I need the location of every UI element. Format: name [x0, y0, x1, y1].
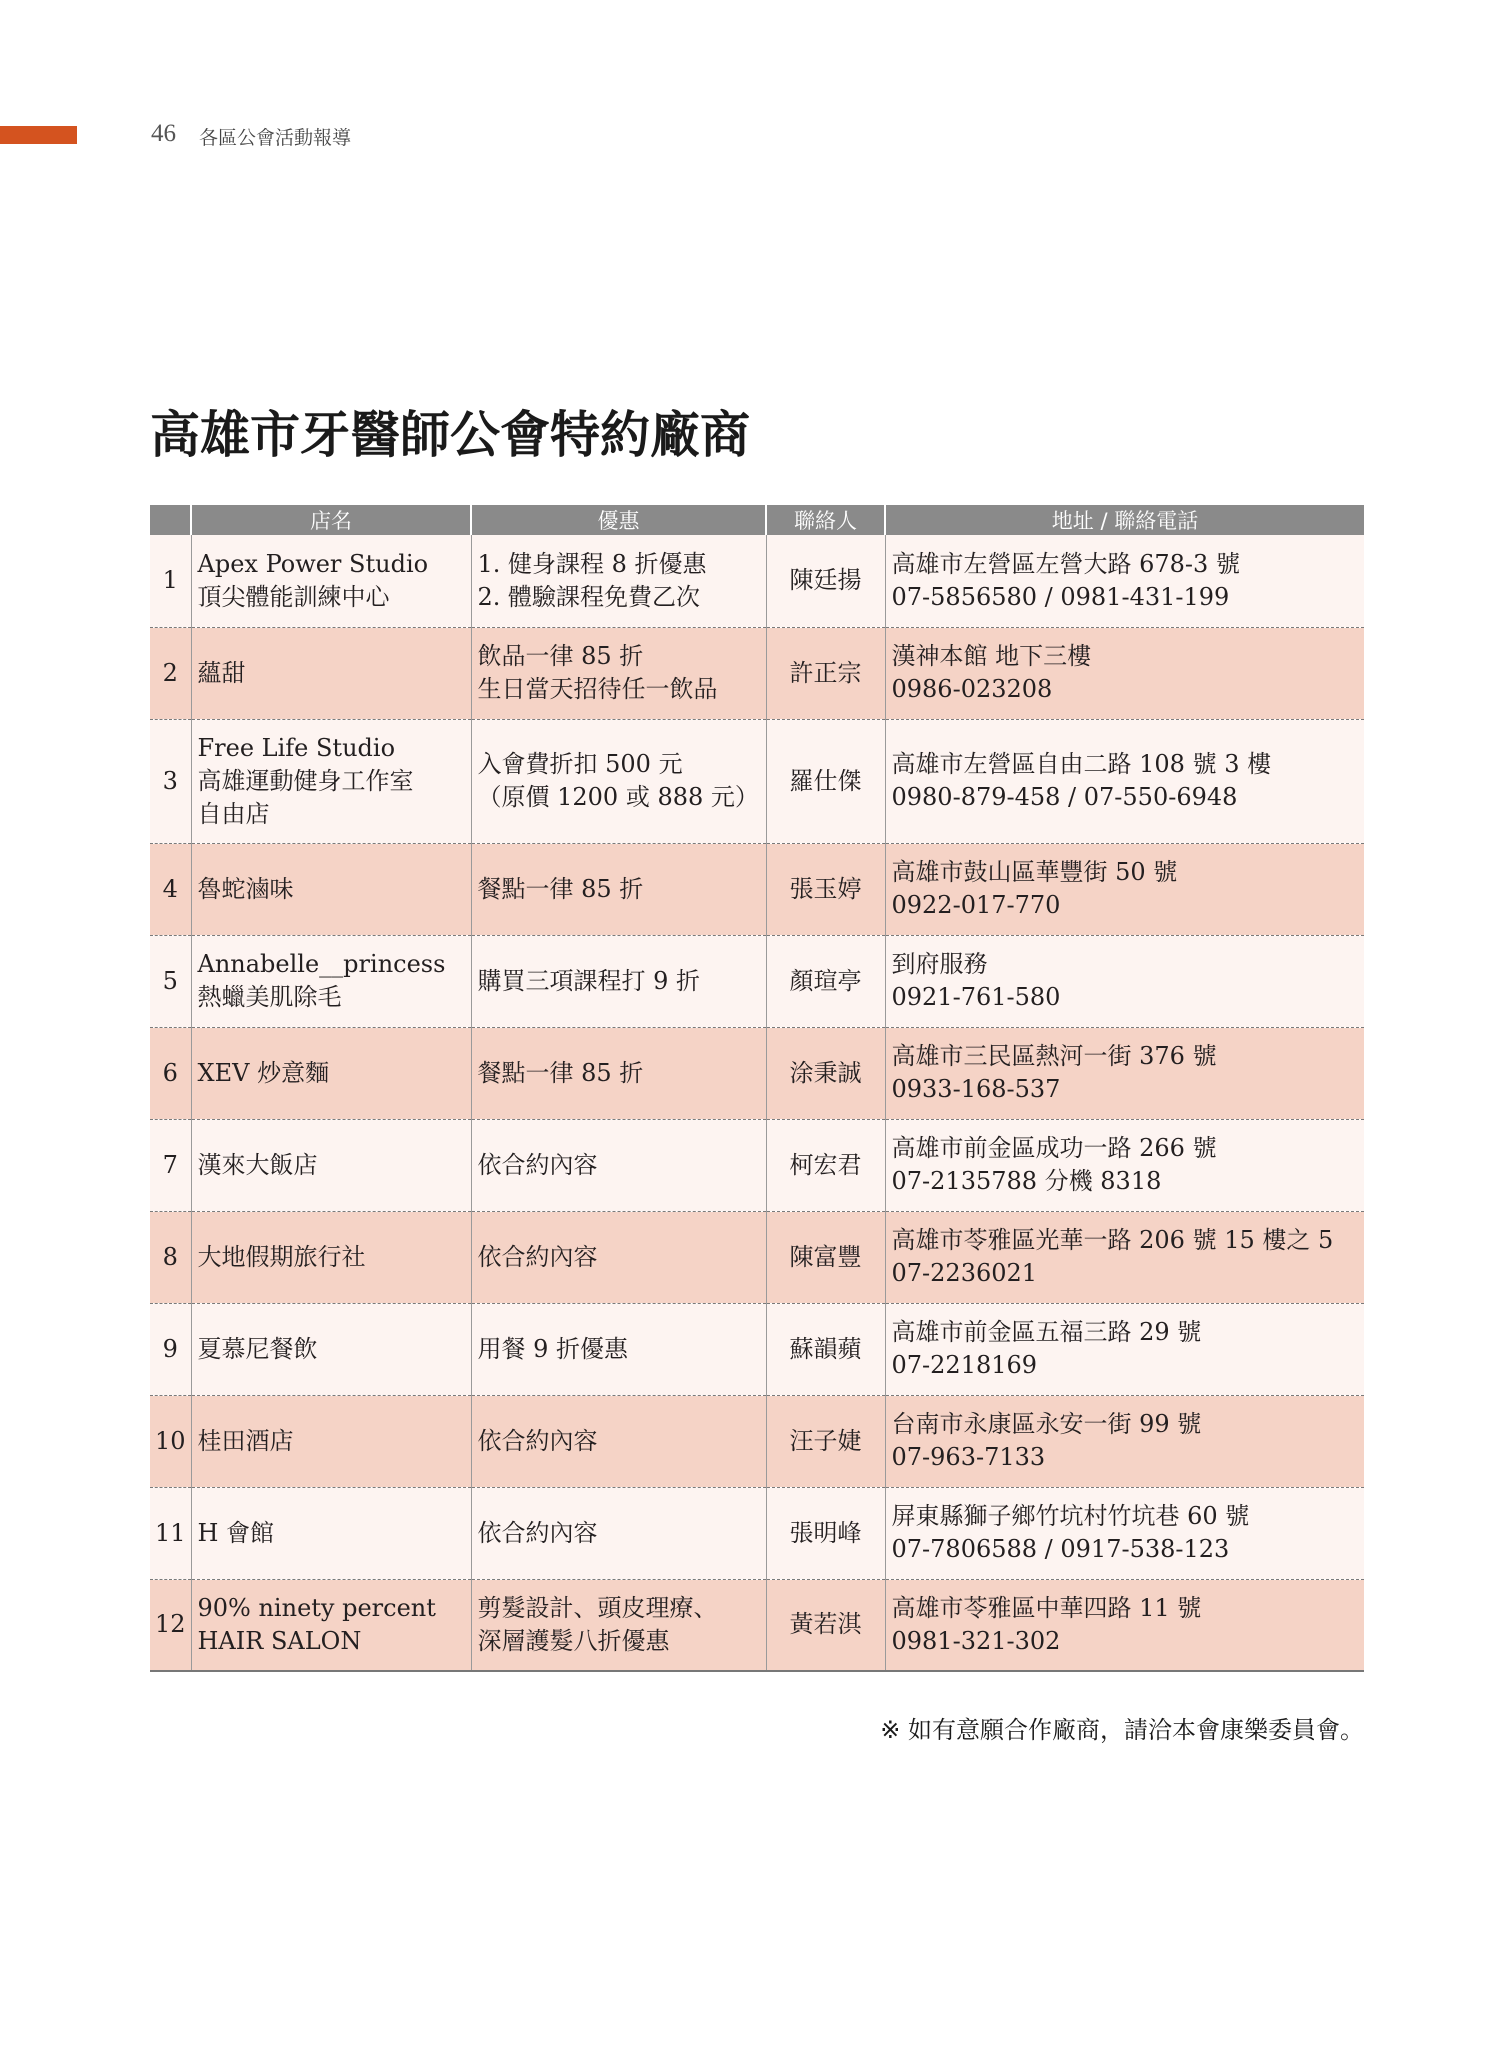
address-line: 到府服務 — [891, 950, 988, 978]
address-cell — [885, 1027, 1364, 1119]
vendor-name-cell — [191, 1395, 471, 1487]
offer-line: 剪髮設計、頭皮理療、 — [477, 1593, 718, 1622]
address-line: 高雄市鼓山區華豐街 50 號 — [891, 858, 1178, 886]
offer-line: 1. 健身課程 8 折優惠 — [477, 549, 707, 578]
column-header-number — [150, 505, 191, 535]
vendor-name-line: 高雄運動健身工作室 — [197, 766, 414, 795]
offer-line: （原價 1200 或 888 元） — [477, 783, 759, 811]
table-row — [150, 1303, 1364, 1395]
address-line: 高雄市苓雅區中華四路 11 號 — [891, 1593, 1202, 1622]
address-line: 高雄市前金區五福三路 29 號 — [891, 1318, 1202, 1346]
offer-line: 購買三項課程打 9 折 — [477, 966, 701, 995]
vendor-name-line: Annabelle__princess — [197, 950, 446, 978]
contact-person: 黃若淇 — [766, 1579, 885, 1671]
vendor-name-cell — [191, 843, 471, 935]
row-number: 7 — [150, 1119, 191, 1211]
address-cell — [885, 1579, 1364, 1671]
vendor-name-line: 夏慕尼餐飲 — [197, 1334, 318, 1363]
page-number: 46 — [151, 120, 176, 147]
offer-cell — [471, 1579, 766, 1671]
address-line: 07-2135788 分機 8318 — [891, 1167, 1162, 1195]
contact-person: 許正宗 — [766, 627, 885, 719]
vendor-name-cell — [191, 719, 471, 843]
offer-cell — [471, 1211, 766, 1303]
offer-line: 餐點一律 85 折 — [477, 874, 644, 903]
row-number: 2 — [150, 627, 191, 719]
row-number: 10 — [150, 1395, 191, 1487]
address-line: 07-5856580 / 0981-431-199 — [891, 582, 1230, 611]
vendor-name-cell — [191, 1119, 471, 1211]
offer-cell — [471, 843, 766, 935]
address-cell — [885, 1211, 1364, 1303]
address-cell — [885, 535, 1364, 627]
contact-person: 顏瑄亭 — [766, 935, 885, 1027]
row-number: 5 — [150, 935, 191, 1027]
offer-line: 依合約內容 — [477, 1426, 598, 1455]
offer-line: 依合約內容 — [477, 1242, 598, 1271]
row-number: 4 — [150, 843, 191, 935]
offer-cell — [471, 535, 766, 627]
vendor-name-line: 大地假期旅行社 — [197, 1242, 366, 1271]
row-number: 11 — [150, 1487, 191, 1579]
table-row — [150, 1395, 1364, 1487]
table-row — [150, 1211, 1364, 1303]
vendor-name-line: 魯蛇滷味 — [197, 874, 294, 903]
table-row — [150, 1119, 1364, 1211]
contact-person: 陳廷揚 — [766, 535, 885, 627]
address-cell — [885, 1395, 1364, 1487]
vendor-name-cell — [191, 1211, 471, 1303]
running-title: 各區公會活動報導 — [199, 127, 352, 149]
vendor-table — [150, 505, 1364, 1672]
address-line: 0922-017-770 — [891, 891, 1061, 919]
offer-cell — [471, 1027, 766, 1119]
vendor-name-line: 自由店 — [197, 799, 270, 828]
address-cell — [885, 1487, 1364, 1579]
table-row — [150, 1027, 1364, 1119]
vendor-name-cell — [191, 1579, 471, 1671]
vendor-name-line: 漢來大飯店 — [197, 1150, 318, 1179]
vendor-name-line: H 會館 — [197, 1518, 275, 1547]
address-cell — [885, 935, 1364, 1027]
vendor-name-line: 90% ninety percent — [197, 1593, 436, 1622]
offer-line: 深層護髮八折優惠 — [477, 1626, 670, 1655]
contact-person: 羅仕傑 — [766, 719, 885, 843]
table-row — [150, 719, 1364, 843]
address-line: 0981-321-302 — [891, 1626, 1061, 1655]
vendor-name-cell — [191, 535, 471, 627]
address-cell — [885, 627, 1364, 719]
address-line: 0980-879-458 / 07-550-6948 — [891, 783, 1238, 811]
address-line: 高雄市三民區熱河一街 376 號 — [891, 1042, 1217, 1070]
contact-person: 張玉婷 — [766, 843, 885, 935]
column-header-contact: 聯絡人 — [766, 505, 885, 535]
address-line: 漢神本館 地下三樓 — [891, 642, 1092, 670]
offer-cell — [471, 1303, 766, 1395]
contact-person: 陳富豐 — [766, 1211, 885, 1303]
address-line: 0986-023208 — [891, 675, 1053, 703]
address-line: 高雄市前金區成功一路 266 號 — [891, 1134, 1217, 1162]
vendor-name-line: 頂尖體能訓練中心 — [197, 582, 390, 611]
address-line: 0921-761-580 — [891, 983, 1061, 1011]
vendor-name-line: XEV 炒意麵 — [197, 1058, 330, 1087]
column-header-name: 店名 — [191, 505, 471, 535]
offer-line: 飲品一律 85 折 — [477, 642, 644, 670]
address-line: 高雄市左營區自由二路 108 號 3 樓 — [891, 750, 1272, 778]
row-number: 3 — [150, 719, 191, 843]
offer-cell — [471, 935, 766, 1027]
offer-cell — [471, 719, 766, 843]
offer-line: 用餐 9 折優惠 — [477, 1334, 629, 1363]
offer-cell — [471, 1395, 766, 1487]
footnote: ※ 如有意願合作廠商，請洽本會康樂委員會。 — [880, 1716, 1364, 1744]
row-number: 12 — [150, 1579, 191, 1671]
offer-line: 生日當天招待任一飲品 — [477, 675, 718, 703]
address-cell — [885, 843, 1364, 935]
vendor-name-cell — [191, 1487, 471, 1579]
row-number: 9 — [150, 1303, 191, 1395]
table-row — [150, 627, 1364, 719]
vendor-name-cell — [191, 627, 471, 719]
row-number: 1 — [150, 535, 191, 627]
offer-cell — [471, 627, 766, 719]
header-accent-bar — [0, 126, 77, 144]
address-line: 07-2236021 — [891, 1259, 1038, 1287]
row-number: 6 — [150, 1027, 191, 1119]
column-header-offer: 優惠 — [471, 505, 766, 535]
column-header-address: 地址 / 聯絡電話 — [885, 505, 1364, 535]
table-row — [150, 935, 1364, 1027]
table-header-row — [150, 505, 1364, 535]
vendor-name-line: 熱蠟美肌除毛 — [197, 983, 342, 1011]
address-line: 台南市永康區永安一街 99 號 — [891, 1410, 1202, 1438]
address-line: 07-7806588 / 0917-538-123 — [891, 1535, 1230, 1563]
vendor-name-cell — [191, 1303, 471, 1395]
address-line: 0933-168-537 — [891, 1075, 1061, 1103]
page-title: 高雄市牙醫師公會特約廠商 — [150, 406, 750, 464]
vendor-name-line: 蘊甜 — [197, 658, 246, 687]
contact-person: 涂秉誠 — [766, 1027, 885, 1119]
vendor-name-line: Free Life Studio — [197, 733, 396, 762]
row-number: 8 — [150, 1211, 191, 1303]
contact-person: 張明峰 — [766, 1487, 885, 1579]
vendor-name-line: Apex Power Studio — [197, 549, 429, 578]
offer-line: 2. 體驗課程免費乙次 — [477, 582, 701, 611]
offer-line: 入會費折扣 500 元 — [477, 750, 683, 778]
address-cell — [885, 719, 1364, 843]
contact-person: 蘇韻蘋 — [766, 1303, 885, 1395]
address-line: 07-2218169 — [891, 1351, 1038, 1379]
table-row — [150, 1487, 1364, 1579]
vendor-name-line: 桂田酒店 — [197, 1426, 294, 1455]
address-cell — [885, 1303, 1364, 1395]
vendor-name-cell — [191, 935, 471, 1027]
offer-line: 依合約內容 — [477, 1518, 598, 1547]
offer-cell — [471, 1487, 766, 1579]
contact-person: 汪子婕 — [766, 1395, 885, 1487]
offer-line: 餐點一律 85 折 — [477, 1058, 644, 1087]
address-cell — [885, 1119, 1364, 1211]
offer-line: 依合約內容 — [477, 1150, 598, 1179]
table-row — [150, 1579, 1364, 1671]
offer-cell — [471, 1119, 766, 1211]
address-line: 高雄市苓雅區光華一路 206 號 15 樓之 5 — [891, 1226, 1334, 1254]
table-row — [150, 535, 1364, 627]
vendor-name-cell — [191, 1027, 471, 1119]
address-line: 屏東縣獅子鄉竹坑村竹坑巷 60 號 — [891, 1502, 1250, 1530]
contact-person: 柯宏君 — [766, 1119, 885, 1211]
address-line: 07-963-7133 — [891, 1443, 1046, 1471]
vendor-name-line: HAIR SALON — [197, 1626, 362, 1655]
table-row — [150, 843, 1364, 935]
address-line: 高雄市左營區左營大路 678-3 號 — [891, 549, 1240, 578]
